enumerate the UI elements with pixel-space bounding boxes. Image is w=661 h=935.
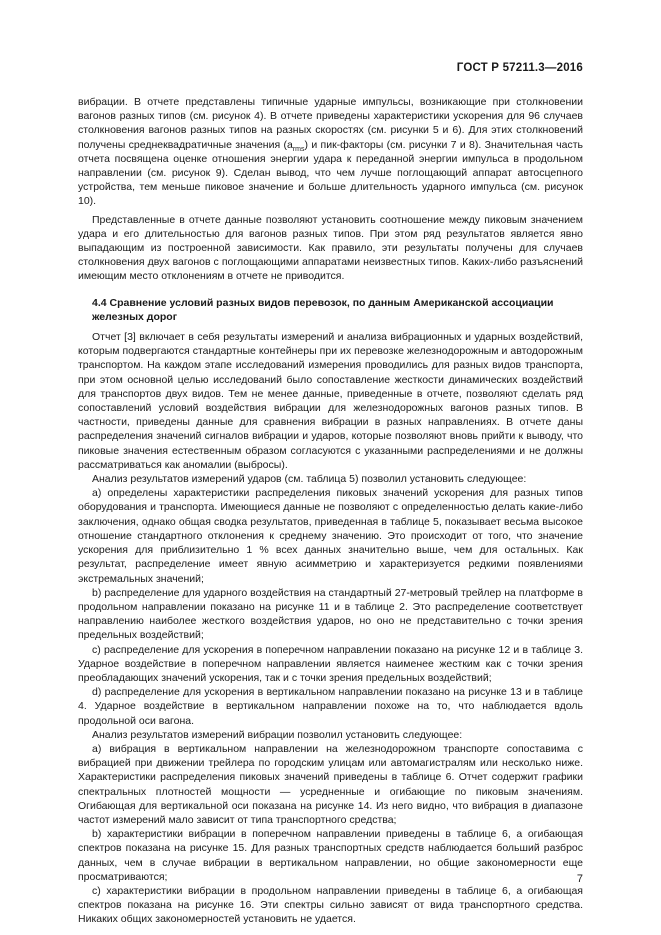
list-item: c) распределение для ускорения в поперечном направлении показано на рисунке 12 и в таблице 3. Ударное воздействие в поперечном направлении является наименее жестким как с точки зрения преобладающих значений ускорения, так и с точки зрения предельных воздействий; (78, 643, 583, 684)
paragraph: Анализ результатов измерений ударов (см. таблица 5) позволил установить следующее: (92, 473, 527, 486)
paragraph: Отчет [3] включает в себя результаты измерений и анализа вибрационных и ударных воздействий, которым подвергаются стандартные контейнеры при их перевозке железнодорожным и автодорожным транспортом. На каждом этапе исследований измерения проводились для разных видов транспорта, при этом основной целью исследований было сопоставление жесткости динамических воздействий для транспортов двух видов. Тем не менее данные, приведенные в отчете, позволяют сделать ряд сопоставлений условий воздействия вибрации для железнодорожных вагонов разных типов. В частности, приведены данные для сравнения вибрации в разных направлениях. В отчете даны распределения значений сигналов вибрации и ударов, которые позволяют вновь прийти к выводу, что пиковые значения естественным образом согласуются с указанными распределениями и не должны рассматриваться как аномалии (выбросы). (78, 331, 583, 471)
paragraph-continuation: вибрации. В отчете представлены типичные ударные импульсы, возникающие при столкновении вагонов разных типов (см. рисунок 4). В отчете приведены характеристики ускорения для 96 случаев столкновения вагонов разных типов на разных скоростях (см. рисунки 5 и 6). Для этих столкновений получены среднеквадратичные значения $(a_{rms})$ и пик-факторы (см. рисунки 7 и 8). Значительная часть отчета посвящена оценке отношения энергии удара к переданной энергии импульса в продольном направлении (см. рисунок 9). Сделан вывод, что чем лучше поглощающий аппарат автосцепного устройства, тем меньше пиковое значение и больше длительность ударного импульса (см. рисунок 10). (78, 96, 583, 208)
list-item: b) характеристики вибрации в поперечном направлении приведены в таблице 6, а огибающая спектров показана на рисунке 15. Для разных транспортных средств наблюдается больший разброс данных, чем в случае вибрации в вертикальном направлении, но общие закономерности еще просматриваются; (78, 828, 583, 883)
list-item: b) распределение для ударного воздействия на стандартный 27-метровый трейлер на платформе в продольном направлении показано на рисунке 11 и в таблице 2. Это распределение соответствует направлению наиболее жесткого воздействия ударов, но оно не представительно с точки зрения предельных воздействий; (78, 586, 583, 642)
paragraph: Анализ результатов измерений вибрации позволил установить следующее: (92, 728, 463, 741)
page-content (78, 95, 583, 927)
rms-subscript: rms (292, 145, 305, 153)
paragraph: Представленные в отчете данные позволяют установить соотношение между пиковым значением удара и его длительностью для вагонов разных типов. При этом ряд результатов является явно выпадающим из построенной зависимости. Как правило, эти результаты получены для случаев столкновения двух вагонов с поглощающими аппаратами неизвестных типов. Каких-либо разъяснений имеющим место отклонениям в отчете не приводится. (78, 213, 583, 283)
list-item: а) определены характеристики распределения пиковых значений ускорения для разных типов оборудования и транспорта. Имеющиеся данные не позволяют с определенностью делать какие-либо заключения, однако общая сводка результатов, приведенная в таблице 5, показывает весьма высокое отношение стандартного отклонения к среднему значению. Это происходит от того, что значение ускорения для приблизительно 1 % всех данных значительно выше, чем для остальных. Как результат, распределение имеет явную асимметрию и характеризуется редкими появлениями экстремальных значений; (78, 487, 583, 585)
document-code: ГОСТ Р 57211.3—2016 (456, 62, 583, 74)
list-item: c) характеристики вибрации в продольном направлении приведены в таблице 6, а огибающая спектров показана на рисунке 16. Эти спектры сильно зависят от вида транспортного средства. Никаких общих закономерностей установить не удается. (78, 884, 583, 926)
list-item: а) вибрация в вертикальном направлении на железнодорожном транспорте сопоставима с вибрацией при движении трейлера по городским улицам или автомагистралям или несколько ниже. Характеристики распределения пиковых значений приведены в таблице 6. Отчет содержит графики спектральных плотностей мощности — усредненные и огибающие по пиковым значениям. Огибающая для вертикальной оси показана на рисунке 14. Из него видно, что вибрация в диапазоне частот измерений мало зависит от типа транспортного средства; (78, 742, 583, 826)
section-title: 4.4 Сравнение условий разных видов перевозок, по данным Американской ассоциации железных дорог (92, 296, 554, 323)
page-number: 7 (576, 873, 583, 885)
list-item: d) распределение для ускорения в вертикальном направлении показано на рисунке 13 и в таблице 4. Ударное воздействие в вертикальном направлении похоже на то, что наблюдается вдоль продольной оси вагона. (78, 686, 583, 727)
